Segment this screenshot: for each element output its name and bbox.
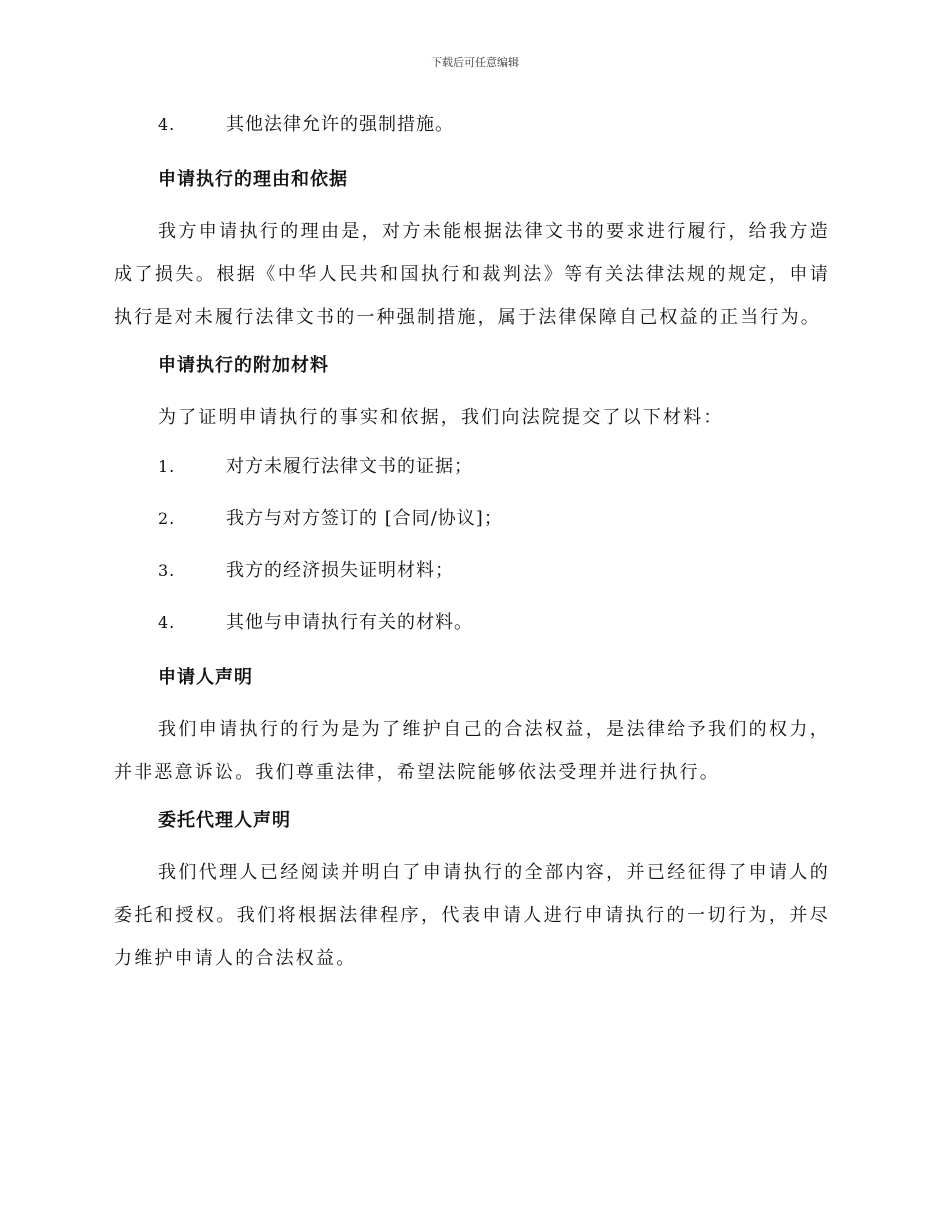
list-text: 我方的经济损失证明材料； <box>226 560 454 581</box>
list-item <box>114 452 830 488</box>
section-heading-agent: 委托代理人声明 <box>158 810 291 831</box>
list-number: 1. <box>158 457 176 476</box>
section-heading-reason: 申请执行的理由和依据 <box>158 169 348 190</box>
section-heading-materials: 申请执行的附加材料 <box>158 355 329 376</box>
list-number: 4. <box>158 115 176 134</box>
document-body <box>114 110 830 989</box>
list-text: 其他法律允许的强制措施。 <box>226 114 454 135</box>
list-text: 其他与申请执行有关的材料。 <box>226 612 473 633</box>
list-item <box>114 556 830 592</box>
list-item <box>114 504 830 540</box>
list-number: 3. <box>158 561 176 580</box>
list-number: 2. <box>158 509 176 528</box>
agent-paragraph: 我们代理人已经阅读并明白了申请执行的全部内容，并已经征得了申请人的委托和授权。我们将根据法律程序，代表申请人进行申请执行的一切行为，并尽力维护申请人的合法权益。 <box>114 862 830 969</box>
list-text: 对方未履行法律文书的证据； <box>226 456 473 477</box>
list-text: 我方与对方签订的 [合同/协议]； <box>226 508 503 529</box>
list-item <box>114 608 830 644</box>
header-note: 下载后可任意编辑 <box>431 56 519 69</box>
materials-intro: 为了证明申请执行的事实和依据，我们向法院提交了以下材料： <box>158 407 724 428</box>
reason-paragraph: 我方申请执行的理由是，对方未能根据法律文书的要求进行履行，给我方造成了损失。根据《中华人民共和国执行和裁判法》等有关法律法规的规定，申请执行是对未履行法律文书的一种强制措施，属于法律保障自己权益的正当行为。 <box>114 221 830 328</box>
applicant-paragraph: 我们申请执行的行为是为了维护自己的合法权益，是法律给予我们的权力，并非恶意诉讼。我们尊重法律，希望法院能够依法受理并进行执行。 <box>114 719 830 783</box>
section-heading-applicant: 申请人声明 <box>158 667 253 688</box>
list-number: 4. <box>158 613 176 632</box>
list-item <box>114 110 830 146</box>
